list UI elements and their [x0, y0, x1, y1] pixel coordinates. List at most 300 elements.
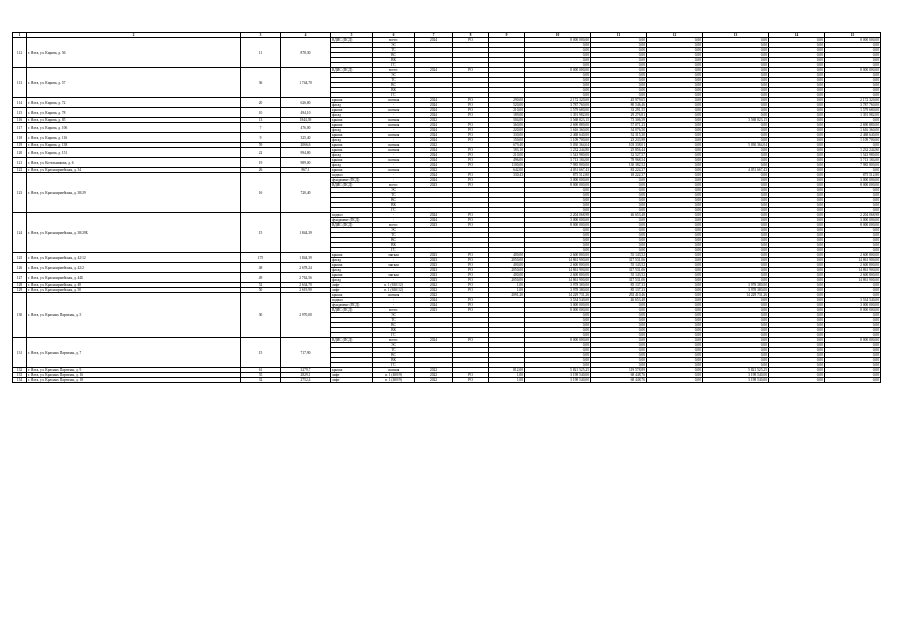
table-cell: ТС — [373, 233, 415, 238]
table-cell: 0,00 — [825, 43, 881, 48]
table-cell: 0,00 — [525, 358, 591, 363]
table-cell: - — [373, 153, 415, 158]
table-cell: 0,00 — [525, 243, 591, 248]
table-cell: лифт — [331, 288, 373, 293]
table-cell: 14 229 731,26 — [703, 293, 769, 298]
row-col4: 3279,7 — [281, 368, 331, 373]
table-cell: крыша — [331, 98, 373, 103]
table-cell: 0,00 — [591, 323, 647, 328]
row-col4: 1 744,70 — [281, 68, 331, 98]
table-cell: 0,00 — [825, 248, 881, 253]
table-cell: фасад — [331, 128, 373, 133]
table-cell: 0,00 — [703, 188, 769, 193]
table-cell: фасад — [331, 113, 373, 118]
table-cell: 0,00 — [703, 263, 769, 268]
column-header: 10 — [525, 33, 591, 38]
table-cell: 0,00 — [703, 303, 769, 308]
table-cell: 85 137,33 — [591, 283, 647, 288]
row-col4: 325,40 — [281, 133, 331, 143]
table-cell: 0,00 — [769, 258, 825, 263]
table-cell: 80 546,46 — [591, 103, 647, 108]
table-cell: 3 534 540,00 — [825, 298, 881, 303]
row-address: г. Ялта, ул. Кирова, д. 106 — [27, 123, 241, 133]
table-cell: 2024 — [415, 128, 453, 133]
table-cell: 0,00 — [647, 108, 703, 113]
table-cell: 0,00 — [769, 183, 825, 188]
table-cell: 0,00 — [647, 163, 703, 168]
table-cell: 0,00 — [769, 368, 825, 373]
table-cell: 210,00 — [489, 153, 525, 158]
table-body — [13, 38, 881, 383]
table-cell: РО — [453, 278, 489, 283]
table-cell: 0,00 — [769, 193, 825, 198]
table-cell: 2050,00 — [489, 278, 525, 283]
table-cell: 0,00 — [825, 168, 881, 173]
table-cell: РО — [453, 378, 489, 383]
table-cell: 0,00 — [769, 248, 825, 253]
row-col3: 32 — [241, 378, 281, 383]
table-cell: фасад — [331, 278, 373, 283]
table-cell: 0,00 — [769, 263, 825, 268]
column-header: 3 — [241, 33, 281, 38]
row-col3: 16 — [241, 173, 281, 213]
table-cell: 0,00 — [647, 53, 703, 58]
table-cell: 0,00 — [703, 333, 769, 338]
table-cell: 0,00 — [769, 358, 825, 363]
table-cell: 0,00 — [647, 143, 703, 148]
table-cell: 2 468 640,00 — [825, 133, 881, 138]
table-cell: 2023 — [415, 263, 453, 268]
table-cell: 0,00 — [703, 128, 769, 133]
table-cell: 2024 — [415, 158, 453, 163]
table-cell: ТС — [373, 78, 415, 83]
table-cell: 14 861 900,00 — [525, 258, 591, 263]
table-cell: ГС — [373, 333, 415, 338]
table-cell: 8 000 000,00 — [525, 183, 591, 188]
table-cell: 317 531,06 — [591, 258, 647, 263]
table-cell: ВС — [373, 353, 415, 358]
table-cell: скатная — [373, 168, 415, 173]
table-cell: 0,00 — [769, 278, 825, 283]
row-col3: 15 — [241, 338, 281, 368]
table-cell: 0,00 — [825, 348, 881, 353]
table-cell: 3 787 760,00 — [825, 103, 881, 108]
row-number: 115 — [13, 108, 27, 118]
table-cell: РО — [453, 263, 489, 268]
table-cell: РО — [453, 148, 489, 153]
table-cell: 0,00 — [703, 193, 769, 198]
table-cell: 2 600 800,00 — [825, 273, 881, 278]
table-cell: 2091,20 — [489, 293, 525, 298]
row-col4: 878,30 — [281, 38, 331, 68]
table-cell: 0,00 — [647, 103, 703, 108]
table-cell: крыша — [331, 168, 373, 173]
table-cell: 0,00 — [591, 183, 647, 188]
table-cell: 0,00 — [647, 348, 703, 353]
table-cell: - — [373, 163, 415, 168]
row-address: г. Ялта, ул. Красных Партизан, д. 16 — [27, 373, 241, 378]
row-number: 122 — [13, 168, 27, 173]
row-number: 112 — [13, 38, 27, 68]
table-cell: 0,00 — [525, 43, 591, 48]
table-cell: фасад — [331, 268, 373, 273]
table-cell: 0,00 — [703, 198, 769, 203]
table-cell: 0,00 — [647, 283, 703, 288]
table-cell: крыша — [331, 253, 373, 258]
table-cell: 0,00 — [825, 58, 881, 63]
table-cell: 0,00 — [647, 83, 703, 88]
table-cell: 0,00 — [647, 313, 703, 318]
table-cell: 0,00 — [825, 323, 881, 328]
table-cell: РО — [453, 113, 489, 118]
table-cell: - — [373, 268, 415, 273]
table-cell: 0,00 — [825, 63, 881, 68]
table-cell: 0,00 — [769, 208, 825, 213]
table-cell: 8 000 000,00 — [525, 38, 591, 43]
table-cell: 0,00 — [769, 218, 825, 223]
table-cell: 504,00 — [489, 118, 525, 123]
table-cell: 2023 — [415, 268, 453, 273]
table-cell: подвал — [331, 298, 373, 303]
table-cell: 0,00 — [769, 293, 825, 298]
table-cell: 0,00 — [647, 78, 703, 83]
row-col4: 720,40 — [281, 173, 331, 213]
table-cell: 3 787 760,00 — [525, 103, 591, 108]
table-cell: 2024 — [415, 173, 453, 178]
table-cell: скатная — [373, 158, 415, 163]
table-cell: 2022 — [415, 283, 453, 288]
table-cell: 55 143,52 — [591, 253, 647, 258]
table-cell: 0,00 — [591, 88, 647, 93]
table-cell: 0,00 — [591, 223, 647, 228]
table-cell: 0,00 — [703, 213, 769, 218]
table-cell: 0,00 — [703, 328, 769, 333]
table-cell: 0,00 — [769, 308, 825, 313]
table-cell: 0,00 — [703, 228, 769, 233]
table-cell: 0,00 — [703, 308, 769, 313]
table-cell: ВК — [373, 203, 415, 208]
column-header: 12 — [647, 33, 703, 38]
table-cell: 0,00 — [769, 363, 825, 368]
table-cell: 0,00 — [825, 343, 881, 348]
row-number: 117 — [13, 123, 27, 133]
table-cell: 0,00 — [647, 138, 703, 143]
table-cell: крыша — [331, 118, 373, 123]
table-cell: 0,00 — [769, 38, 825, 43]
table-cell: 400,00 — [489, 273, 525, 278]
table-cell: 220,00 — [489, 128, 525, 133]
table-cell: 0,00 — [769, 78, 825, 83]
table-cell: 2024 — [415, 68, 453, 73]
table-cell: п. 1 (630/12) — [373, 288, 415, 293]
table-cell: 0,00 — [647, 233, 703, 238]
table-cell: 0,00 — [769, 313, 825, 318]
row-address: г. Ялта, ул. Кирова, д. 138 — [27, 143, 241, 148]
table-cell: 8 000 000,00 — [525, 308, 591, 313]
table-cell: РО — [453, 373, 489, 378]
table-cell: 45 979,05 — [591, 98, 647, 103]
table-cell: РО — [453, 38, 489, 43]
table-cell: 0,00 — [591, 353, 647, 358]
table-cell: 0,00 — [769, 148, 825, 153]
table-cell: 0,00 — [769, 58, 825, 63]
table-cell: 2 690 880,00 — [825, 123, 881, 128]
table-cell: 0,00 — [703, 103, 769, 108]
table-cell: - — [373, 138, 415, 143]
table-cell: 2022 — [415, 378, 453, 383]
table-cell: 0,00 — [525, 248, 591, 253]
row-col4: 1 844,39 — [281, 213, 331, 253]
table-cell: 0,00 — [647, 168, 703, 173]
table-cell: 7 985 800,00 — [525, 163, 591, 168]
row-number: 120 — [13, 148, 27, 158]
table-cell: РО — [453, 213, 489, 218]
table-cell: 2024 — [415, 218, 453, 223]
table-cell: 0,00 — [769, 143, 825, 148]
table-cell: 0,00 — [703, 233, 769, 238]
table-cell: крыша — [331, 148, 373, 153]
table-cell: 0,00 — [591, 238, 647, 243]
table-cell: ВК — [373, 88, 415, 93]
table-cell: 0,00 — [703, 153, 769, 158]
table-cell: 0,00 — [647, 258, 703, 263]
row-col4: 2066,6 — [281, 143, 331, 148]
table-cell: 2022 — [415, 368, 453, 373]
row-col4: 2829,1 — [281, 373, 331, 378]
table-cell: 2023 — [415, 253, 453, 258]
table-cell: 2024 — [415, 163, 453, 168]
table-cell: крыша — [331, 133, 373, 138]
table-cell: 0,00 — [703, 163, 769, 168]
table-cell: 0,00 — [525, 313, 591, 318]
table-cell: 0,00 — [703, 273, 769, 278]
table-cell: 0,00 — [769, 158, 825, 163]
table-cell: 0,00 — [703, 363, 769, 368]
table-cell: 0,00 — [525, 328, 591, 333]
table-cell: 85 137,33 — [591, 288, 647, 293]
table-cell: 0,00 — [647, 98, 703, 103]
table-cell: 0,00 — [647, 268, 703, 273]
table-cell: 0,00 — [647, 88, 703, 93]
table-cell: 0,00 — [825, 233, 881, 238]
table-cell: 2024 — [415, 303, 453, 308]
row-col3: 20 — [241, 98, 281, 108]
table-cell: 0,00 — [525, 228, 591, 233]
table-cell: 8 000 000,00 — [825, 308, 881, 313]
table-cell: крыша — [331, 158, 373, 163]
column-header: 8 — [453, 33, 489, 38]
table-cell: 0,00 — [703, 133, 769, 138]
table-cell: 0,00 — [769, 333, 825, 338]
table-cell: 78 968,54 — [591, 158, 647, 163]
table-cell: 0,00 — [647, 198, 703, 203]
table-cell: 0,00 — [647, 158, 703, 163]
table-cell: 52 315,30 — [591, 133, 647, 138]
row-number: 121 — [13, 158, 27, 168]
table-cell: 150,00 — [489, 138, 525, 143]
table-cell: 0,00 — [647, 273, 703, 278]
table-cell: 8 000 000,00 — [825, 68, 881, 73]
table-cell: 0,00 — [769, 68, 825, 73]
row-address: г. Ялта, ул. Красных Партизан, д. 9 — [27, 368, 241, 373]
table-cell: 0,00 — [647, 133, 703, 138]
table-cell: крыша — [331, 263, 373, 268]
table-cell: 0,00 — [703, 218, 769, 223]
table-cell: 0,00 — [703, 88, 769, 93]
table-cell: 0,00 — [769, 283, 825, 288]
column-header: 9 — [489, 33, 525, 38]
row-address: г. Ялта, ул. Кирова, д. 85 — [27, 118, 241, 123]
table-cell: 0,00 — [825, 118, 881, 123]
table-cell: 0,00 — [647, 213, 703, 218]
table-cell: 0,00 — [769, 318, 825, 323]
table-cell: скатная — [373, 123, 415, 128]
table-cell: 2 172 320,00 — [525, 98, 591, 103]
table-cell: - — [373, 258, 415, 263]
table-cell: 0,00 — [647, 378, 703, 383]
row-address: г. Ялта, ул. Красноармейская, д. 48 — [27, 283, 241, 288]
table-cell: 83 224,37 — [591, 168, 647, 173]
table-cell: фундамент (ПСД) — [331, 178, 373, 183]
table-cell: 0,00 — [525, 88, 591, 93]
table-cell: 1 391 982,00 — [825, 113, 881, 118]
table-cell: 0,00 — [647, 353, 703, 358]
table-cell: скатная — [373, 293, 415, 298]
table-cell: 2 600 800,00 — [825, 263, 881, 268]
table-cell: 0,00 — [825, 53, 881, 58]
table-cell: 0,00 — [591, 228, 647, 233]
table-cell: 2 600 800,00 — [525, 263, 591, 268]
table-cell: 0,00 — [769, 108, 825, 113]
table-cell: 0,00 — [647, 93, 703, 98]
table-cell: 0,00 — [825, 198, 881, 203]
table-cell: 2023 — [415, 223, 453, 228]
table-cell: 0,00 — [703, 253, 769, 258]
table-cell: 0,00 — [591, 38, 647, 43]
table-cell: 0,00 — [647, 328, 703, 333]
table-cell: РО — [453, 298, 489, 303]
table-cell: мягкая — [373, 263, 415, 268]
table-cell: 0,00 — [647, 308, 703, 313]
table-cell: 0,00 — [703, 313, 769, 318]
table-cell: 0,00 — [703, 348, 769, 353]
table-cell: 0,00 — [703, 243, 769, 248]
row-col4: 1 844,39 — [281, 253, 331, 263]
table-cell: 183,10 — [489, 148, 525, 153]
table-cell: 0,00 — [647, 253, 703, 258]
table-cell: 0,00 — [703, 318, 769, 323]
table-cell: 0,00 — [703, 258, 769, 263]
table-cell: 0,00 — [769, 153, 825, 158]
table-cell: 2024 — [415, 123, 453, 128]
table-cell: 2022 — [415, 288, 453, 293]
table-cell: 210,00 — [489, 108, 525, 113]
table-cell: 0,00 — [591, 68, 647, 73]
row-number: 134 — [13, 378, 27, 383]
table-cell: 0,00 — [703, 268, 769, 273]
table-cell: 0,00 — [825, 48, 881, 53]
table-cell: 0,00 — [769, 53, 825, 58]
row-col3: 22 — [241, 148, 281, 158]
table-cell: 0,00 — [825, 293, 881, 298]
table-cell: 0,00 — [769, 353, 825, 358]
table-cell: 0,00 — [591, 193, 647, 198]
table-cell: 0,00 — [647, 343, 703, 348]
table-cell: ГС — [373, 63, 415, 68]
table-cell: мягкая — [373, 273, 415, 278]
table-cell: 0,00 — [769, 288, 825, 293]
table-cell: 5 821 525,25 — [525, 368, 591, 373]
column-header: 6 — [373, 33, 415, 38]
table-cell: ТС — [373, 348, 415, 353]
table-cell: 0,00 — [769, 123, 825, 128]
table-cell: 0,00 — [647, 178, 703, 183]
table-cell: 0,00 — [703, 158, 769, 163]
table-cell: 812,00 — [489, 368, 525, 373]
table-cell: 14 861 900,00 — [825, 278, 881, 283]
row-number: 128 — [13, 283, 27, 288]
table-cell: РО — [453, 258, 489, 263]
table-cell: 0,00 — [769, 63, 825, 68]
table-cell: ВДИС (ПСД) — [331, 223, 373, 228]
row-col4: 476,00 — [281, 123, 331, 133]
table-cell: 0,00 — [769, 298, 825, 303]
table-cell: скатная — [373, 148, 415, 153]
table-cell: 0,00 — [647, 128, 703, 133]
table-cell: крыша — [331, 368, 373, 373]
table-cell: 0,00 — [769, 378, 825, 383]
table-cell: 0,00 — [647, 223, 703, 228]
table-cell: фасад — [331, 103, 373, 108]
table-cell: 0,00 — [591, 203, 647, 208]
row-address: г. Ялта, ул. Красноармейская, д. 34 — [27, 168, 241, 173]
row-number: 132 — [13, 368, 27, 373]
table-cell: РО — [453, 273, 489, 278]
table-cell: 2 600 800,00 — [525, 253, 591, 258]
table-cell: 2024 — [415, 153, 453, 158]
table-cell: ВС — [373, 83, 415, 88]
table-cell: 68 448,76 — [591, 378, 647, 383]
row-col4: 717,90 — [281, 338, 331, 368]
row-col3: 9 — [241, 133, 281, 143]
table-cell: 0,00 — [525, 73, 591, 78]
table-cell: 3 978 380,00 — [525, 283, 591, 288]
table-cell: РО — [453, 308, 489, 313]
table-cell: 0,00 — [769, 83, 825, 88]
table-cell: РО — [453, 303, 489, 308]
table-cell: 0,00 — [525, 188, 591, 193]
table-cell: 0,00 — [525, 63, 591, 68]
table-cell: 14 861 900,00 — [525, 278, 591, 283]
table-cell: 8 000 000,00 — [825, 38, 881, 43]
table-cell: 0,00 — [703, 353, 769, 358]
table-cell: 5 821 525,25 — [703, 368, 769, 373]
table-cell: РО — [453, 268, 489, 273]
table-cell: 0,00 — [591, 233, 647, 238]
table-cell: 0,00 — [647, 153, 703, 158]
table-cell: фасад — [331, 258, 373, 263]
table-cell: 0,00 — [703, 98, 769, 103]
table-cell: 0,00 — [703, 248, 769, 253]
table-cell: 2024 — [415, 213, 453, 218]
table-cell: 0,00 — [591, 218, 647, 223]
table-cell: - — [373, 218, 415, 223]
table-cell: 3 000 000,00 — [825, 218, 881, 223]
table-cell: 0,00 — [825, 203, 881, 208]
table-cell: 875 512,80 — [825, 173, 881, 178]
table-cell: п. 1 (400/9) — [373, 378, 415, 383]
row-col3: 15 — [241, 213, 281, 253]
